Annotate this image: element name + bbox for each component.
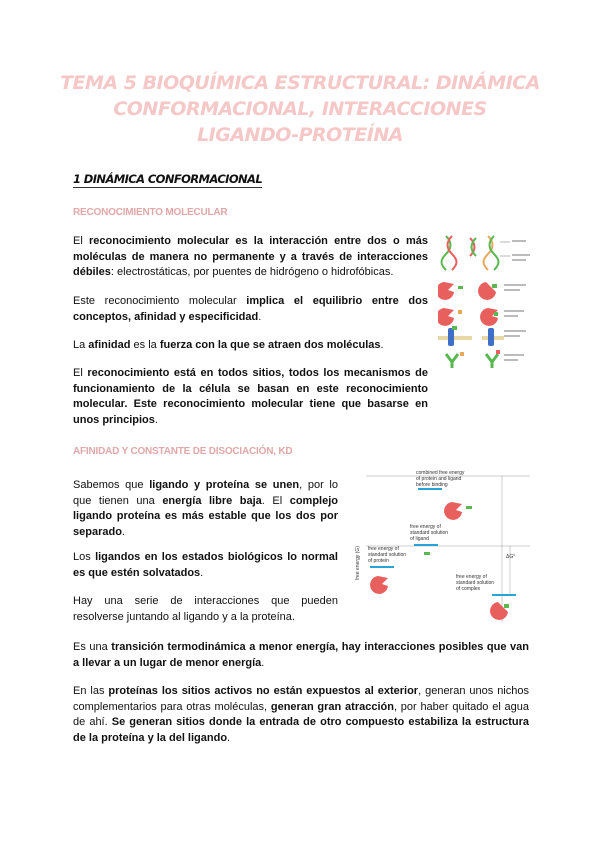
document-title: [60, 70, 540, 148]
paragraph-afinidad-3: Hay una serie de interacciones que pueden resolverse juntando al ligando y a la proteína.: [73, 595, 338, 623]
svg-text:free energy of: free energy of: [456, 574, 487, 580]
paragraph-reconocimiento-2: Este reconocimiento molecular implica el equilibrio entre dos conceptos, afinidad y especificidad.: [73, 295, 428, 323]
paragraph-reconocimiento-3: El reconocimiento está en todos sitios, todos los mecanismos de funcionamiento de la célula se basan en este reconocimiento molecular. Este reconocimiento molecular tiene que basarse en unos principios.: [73, 367, 428, 426]
subheading-afinidad: AFINIDAD Y CONSTANTE DE DISOCIACIÓN, KD: [73, 446, 293, 457]
membrane-receptor-icon: [438, 326, 526, 346]
title-line-3: LIGANDO-PROTEÍNA: [197, 124, 403, 146]
paragraph-reconocimiento-1: El reconocimiento molecular es la interacción entre dos o más moléculas de manera no permanente y a través de interacciones débiles: electrostáticas, por puentes de hidrógeno o hidrofóbicas.: [73, 235, 428, 279]
section-heading-dinamica: 1 DINÁMICA CONFORMACIONAL: [73, 172, 263, 186]
protein-energy-level: [368, 546, 406, 594]
paragraph-afinidad-1: Sabemos que ligando y proteína se unen, por lo que tienen una energía libre baja. El complejo ligando proteína es más estable que los dos por separado.: [73, 479, 339, 538]
paragraph-afinidad-5: En las proteínas los sitios activos no están expuestos al exterior, generan unos nichos complementarios para otras moléculas, generan gran atracción, por haber quitado el agua de ahí. Se generan sitios donde la entrada de otro compuesto estabiliza la estructura de la proteína y la del ligando.: [73, 685, 529, 744]
paragraph-afinidad-2: Los ligandos en los estados biológicos lo normal es que estén solvatados.: [73, 551, 338, 579]
figure-free-energy-diagram: [352, 462, 530, 622]
svg-text:free energy of: free energy of: [368, 546, 399, 552]
dna-helix-icon: [442, 236, 531, 270]
svg-text:of protein: of protein: [368, 558, 389, 564]
delta-g-label: ΔG°: [506, 554, 516, 560]
y-axis-label: free energy (G): [355, 546, 361, 580]
svg-text:of ligand: of ligand: [410, 536, 429, 542]
ligand-energy-level: [410, 524, 448, 555]
svg-text:combined free energy: combined free energy: [416, 470, 465, 476]
svg-text:standard solution: standard solution: [368, 552, 407, 558]
figure-molecular-recognition: [438, 234, 534, 370]
title-line-1: TEMA 5 BIOQUÍMICA ESTRUCTURAL: DINÁMICA: [60, 72, 540, 94]
antibody-icon: [446, 350, 524, 368]
protein-ligand-icon: [438, 282, 526, 300]
svg-text:of complex: of complex: [456, 586, 481, 592]
complex-energy-level: [456, 574, 516, 620]
enzyme-substrate-icon: [438, 308, 524, 326]
svg-text:free energy of: free energy of: [410, 524, 441, 530]
svg-text:of protein and ligand: of protein and ligand: [416, 476, 462, 482]
svg-text:standard solution: standard solution: [410, 530, 449, 536]
subheading-reconocimiento: RECONOCIMIENTO MOLECULAR: [73, 207, 228, 218]
paragraph-afinidad-4: Es una transición termodinámica a menor energía, hay interacciones posibles que van a llevar a un lugar de menor energía.: [73, 641, 529, 669]
paragraph-afinidad-def: La afinidad es la fuerza con la que se atraen dos moléculas.: [73, 339, 384, 351]
combined-energy-level: [416, 470, 472, 520]
title-line-2: CONFORMACIONAL, INTERACCIONES: [113, 98, 487, 120]
svg-text:standard solution: standard solution: [456, 580, 495, 586]
svg-text:before binding: before binding: [416, 482, 448, 488]
